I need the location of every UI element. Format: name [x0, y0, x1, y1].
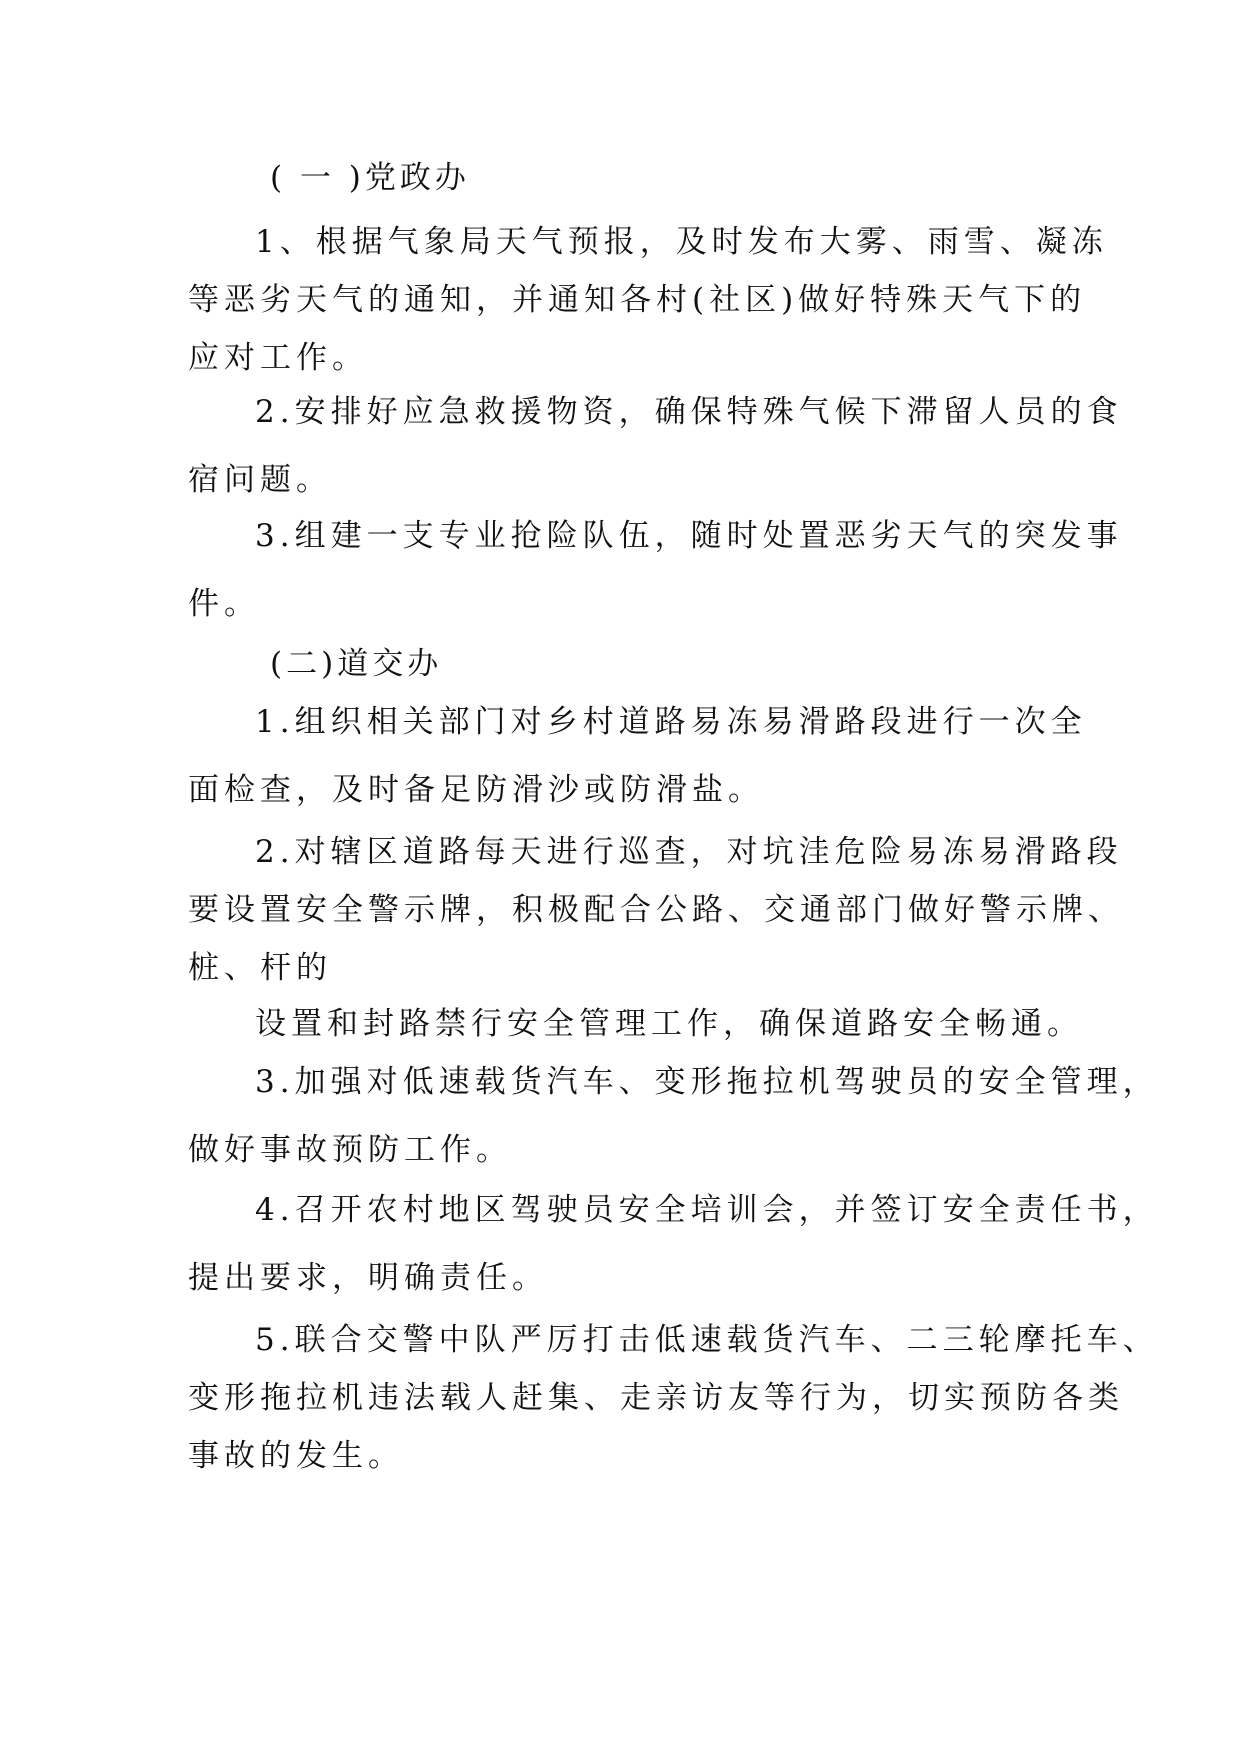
paragraph-line: 变形拖拉机违法载人赶集、走亲访友等行为，切实预防各类 [188, 1380, 1124, 1416]
section-heading-party-office: ( 一 )党政办 [270, 160, 470, 196]
paragraph-line: 4.召开农村地区驾驶员安全培训会，并签订安全责任书， [255, 1192, 1159, 1228]
paragraph-line: 2.安排好应急救援物资，确保特殊气候下滞留人员的食 [255, 394, 1123, 430]
paragraph-line: 做好事故预防工作。 [188, 1132, 512, 1168]
section-heading-road-traffic-office: (二)道交办 [270, 646, 443, 682]
paragraph-line: 等恶劣天气的通知，并通知各村(社区)做好特殊天气下的 [188, 282, 1087, 318]
paragraph-line: 2.对辖区道路每天进行巡查，对坑洼危险易冻易滑路段 [255, 834, 1123, 870]
paragraph-line: 要设置安全警示牌，积极配合公路、交通部门做好警示牌、 [188, 892, 1124, 928]
paragraph-line: 提出要求，明确责任。 [188, 1260, 548, 1296]
paragraph-line: 面检查，及时备足防滑沙或防滑盐。 [188, 772, 764, 808]
paragraph-line: 件。 [188, 586, 260, 622]
paragraph-line: 宿问题。 [188, 462, 332, 498]
paragraph-line: 1.组织相关部门对乡村道路易冻易滑路段进行一次全 [255, 704, 1087, 740]
paragraph-line: 3.组建一支专业抢险队伍，随时处置恶劣天气的突发事 [255, 518, 1123, 554]
paragraph-line: 桩、杆的 [188, 950, 332, 986]
paragraph-line: 应对工作。 [188, 340, 368, 376]
paragraph-line: 3.加强对低速载货汽车、变形拖拉机驾驶员的安全管理， [255, 1064, 1159, 1100]
paragraph-line: 1、根据气象局天气预报，及时发布大雾、雨雪、凝冻 [255, 224, 1108, 260]
paragraph-line: 事故的发生。 [188, 1438, 404, 1474]
paragraph-line: 设置和封路禁行安全管理工作，确保道路安全畅通。 [255, 1006, 1083, 1042]
paragraph-line: 5.联合交警中队严厉打击低速载货汽车、二三轮摩托车、 [255, 1322, 1159, 1358]
